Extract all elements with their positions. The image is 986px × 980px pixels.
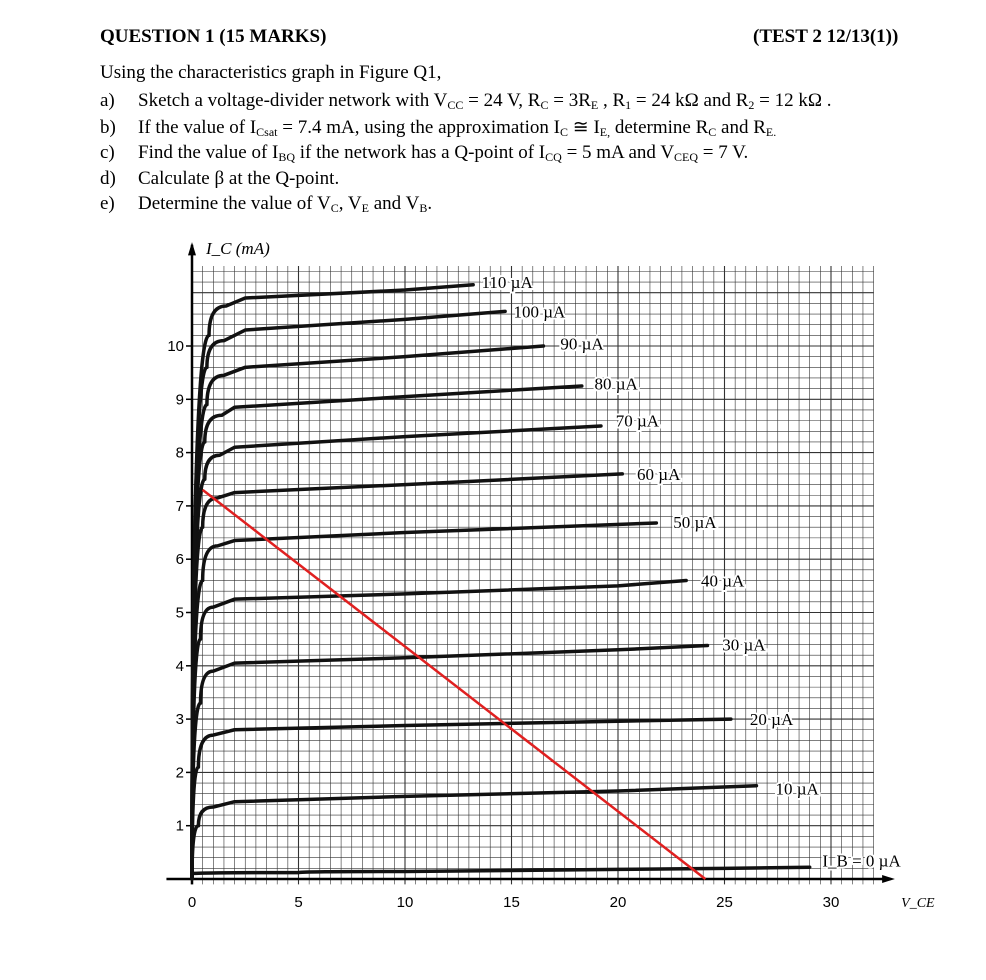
- subscript-text: 2: [748, 98, 755, 112]
- y-tick-label: 6: [175, 551, 184, 569]
- subscript-text: C: [708, 125, 717, 139]
- item-text: .: [427, 193, 433, 214]
- item-text: = 7 V.: [698, 142, 749, 163]
- item-text: if the network has a Q-point of I: [295, 142, 546, 163]
- subscript-text: C: [560, 125, 569, 139]
- item-text: Sketch a voltage-divider network with V: [138, 90, 448, 111]
- subscript-text: B: [419, 201, 428, 215]
- x-tick-label: 20: [609, 894, 627, 911]
- ib-curve: [192, 285, 473, 879]
- y-tick-label: 7: [175, 497, 184, 515]
- x-tick-label: 30: [822, 894, 840, 911]
- curve-label: 70 µA: [615, 411, 660, 431]
- subscript-text: E,: [599, 125, 611, 139]
- ib-curve: [192, 786, 756, 879]
- item-label: a): [100, 90, 115, 111]
- subscript-text: C: [330, 201, 339, 215]
- item-text: = 3R: [548, 90, 591, 111]
- item-text: = 24 kΩ and R: [631, 90, 749, 111]
- x-tick-label: 0: [187, 894, 197, 911]
- subscript-text: 1: [625, 98, 632, 112]
- curve-label: 10 µA: [775, 779, 819, 799]
- curve-label: I_B = 0 µA: [822, 851, 901, 871]
- subscript-text: Csat: [256, 125, 278, 139]
- y-tick-label: 4: [175, 657, 184, 675]
- curve-label: 80 µA: [594, 374, 638, 394]
- item-label: b): [100, 117, 116, 138]
- subscript-text: C: [540, 98, 549, 112]
- y-axis-label: I_C (mA): [206, 239, 270, 259]
- x-tick-label: 5: [294, 894, 303, 911]
- item-text: = 5 mA and V: [561, 142, 675, 163]
- y-tick-label: 8: [175, 444, 184, 462]
- item-text: , R: [598, 90, 626, 111]
- x-tick-label: 15: [503, 894, 520, 911]
- item-text: Calculate β at the Q-point.: [138, 168, 340, 189]
- curve-label: 30 µA: [722, 635, 766, 655]
- y-axis-arrow: [188, 242, 196, 255]
- item-text: , V: [338, 193, 362, 214]
- curve-label: 100 µA: [513, 302, 566, 322]
- item-text: = 24 V, R: [463, 90, 541, 111]
- item-text: If the value of I: [138, 117, 257, 138]
- x-axis-arrow: [882, 875, 895, 883]
- subscript-text: CC: [447, 98, 464, 112]
- curve-label: 50 µA: [673, 512, 717, 532]
- y-tick-label: 2: [175, 764, 184, 782]
- item-label: e): [100, 193, 115, 214]
- subscript-text: E: [361, 201, 369, 215]
- item-text: = 7.4 mA, using the approximation I: [277, 117, 561, 138]
- item-text: and V: [369, 193, 420, 214]
- item-text: and R: [716, 117, 766, 138]
- y-tick-label: 9: [175, 391, 184, 409]
- item-label: c): [100, 142, 115, 163]
- subscript-text: BQ: [278, 150, 296, 164]
- subscript-text: CEQ: [674, 150, 699, 164]
- curve-label: 60 µA: [637, 464, 681, 484]
- item-label: d): [100, 168, 116, 189]
- y-tick-label: 10: [167, 338, 184, 355]
- y-tick-label: 1: [175, 817, 184, 835]
- subscript-text: E.: [765, 125, 777, 139]
- curve-label: 20 µA: [749, 710, 794, 730]
- curve-label: 110 µA: [481, 273, 533, 293]
- question-title: QUESTION 1 (15 MARKS): [100, 26, 327, 47]
- item-text: Determine the value of V: [138, 193, 331, 214]
- item-text: Find the value of I: [138, 142, 279, 163]
- y-tick-label: 3: [175, 711, 184, 729]
- curve-label: 40 µA: [700, 571, 745, 591]
- intro-text: Using the characteristics graph in Figure Q1,: [100, 62, 442, 83]
- x-tick-label: 25: [716, 894, 733, 911]
- item-text: ≅ I: [568, 117, 600, 138]
- test-code: (TEST 2 12/13(1)): [753, 26, 899, 47]
- item-text: = 12 kΩ .: [754, 90, 832, 111]
- subscript-text: E: [590, 98, 599, 112]
- curve-label: 90 µA: [560, 334, 604, 354]
- subscript-text: CQ: [545, 150, 562, 164]
- y-tick-label: 5: [175, 604, 184, 622]
- item-text: determine R: [610, 117, 709, 138]
- x-axis-label: V_CE: [901, 896, 935, 911]
- x-tick-label: 10: [396, 894, 414, 911]
